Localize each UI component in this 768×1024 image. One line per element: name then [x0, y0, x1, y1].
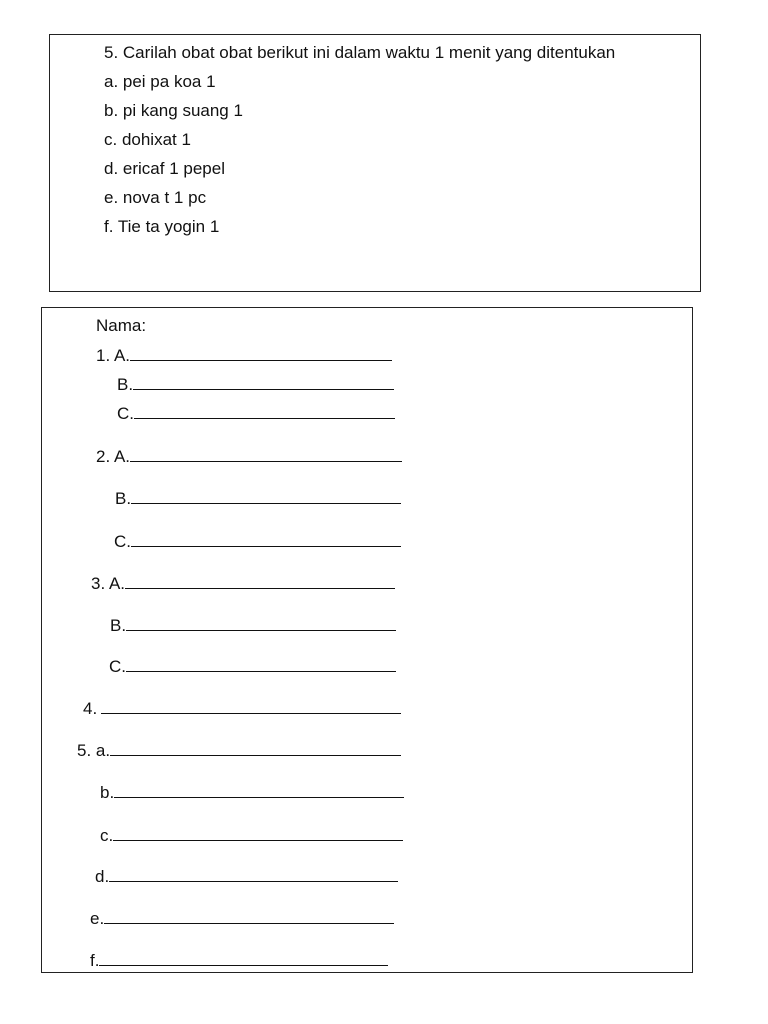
answer-blank[interactable] [134, 403, 395, 419]
answer-line-5a[interactable] [77, 740, 401, 761]
answer-line-5e[interactable] [90, 908, 394, 929]
answer-line-label: b. [100, 783, 115, 802]
answer-blank[interactable] [133, 374, 394, 390]
answer-line-5d[interactable] [95, 866, 398, 887]
name-label: Nama: [96, 316, 147, 335]
answer-line-label: 5. a. [77, 741, 111, 760]
answer-blank[interactable] [113, 825, 403, 841]
answer-line-label: C. [117, 404, 134, 423]
answer-line-1a[interactable] [96, 345, 392, 366]
question-item-c: c. dohixat 1 [104, 130, 191, 149]
question-item-e: e. nova t 1 pc [104, 188, 207, 207]
question-item-b: b. pi kang suang 1 [104, 101, 243, 120]
answer-line-3c[interactable] [109, 656, 396, 677]
answer-blank[interactable] [126, 656, 396, 672]
answer-line-5c[interactable] [100, 825, 403, 846]
answer-line-label: 4. [83, 699, 98, 718]
answer-blank[interactable] [99, 950, 388, 966]
question-item-f: f. Tie ta yogin 1 [104, 217, 220, 236]
answer-line-1c[interactable] [117, 403, 395, 424]
answer-blank[interactable] [130, 446, 402, 462]
answer-line-label: 3. A. [91, 574, 126, 593]
question-item-d: d. ericaf 1 pepel [104, 159, 225, 178]
answer-line-3a[interactable] [91, 573, 395, 594]
answer-line-2c[interactable] [114, 531, 401, 552]
answer-line-5f[interactable] [90, 950, 388, 971]
answer-line-label: B. [117, 375, 134, 394]
question-prompt: 5. Carilah obat obat berikut ini dalam waktu 1 menit yang ditentukan [104, 43, 616, 62]
answer-blank[interactable] [114, 782, 404, 798]
answer-line-label: f. [90, 951, 100, 970]
answer-line-label: 1. A. [96, 346, 131, 365]
answer-blank[interactable] [131, 488, 401, 504]
answer-line-2a[interactable] [96, 446, 402, 467]
answer-blank[interactable] [110, 740, 401, 756]
answer-line-2b[interactable] [115, 488, 401, 509]
answer-line-label: e. [90, 909, 105, 928]
answer-line-label: C. [114, 532, 131, 551]
answer-blank[interactable] [125, 573, 395, 589]
answer-blank[interactable] [130, 345, 392, 361]
answer-blank[interactable] [131, 531, 401, 547]
answer-line-label: C. [109, 657, 126, 676]
answer-line-4[interactable] [83, 698, 401, 719]
answer-blank[interactable] [101, 698, 401, 714]
answer-line-label: B. [115, 489, 132, 508]
answer-line-label: c. [100, 826, 114, 845]
answer-line-label: B. [110, 616, 127, 635]
answer-blank[interactable] [104, 908, 394, 924]
question-item-a: a. pei pa koa 1 [104, 72, 216, 91]
answer-line-label: d. [95, 867, 110, 886]
answer-line-1b[interactable] [117, 374, 394, 395]
answer-line-label: 2. A. [96, 447, 131, 466]
answer-blank[interactable] [109, 866, 398, 882]
answer-blank[interactable] [126, 615, 396, 631]
answer-line-3b[interactable] [110, 615, 396, 636]
answer-line-5b[interactable] [100, 782, 404, 803]
